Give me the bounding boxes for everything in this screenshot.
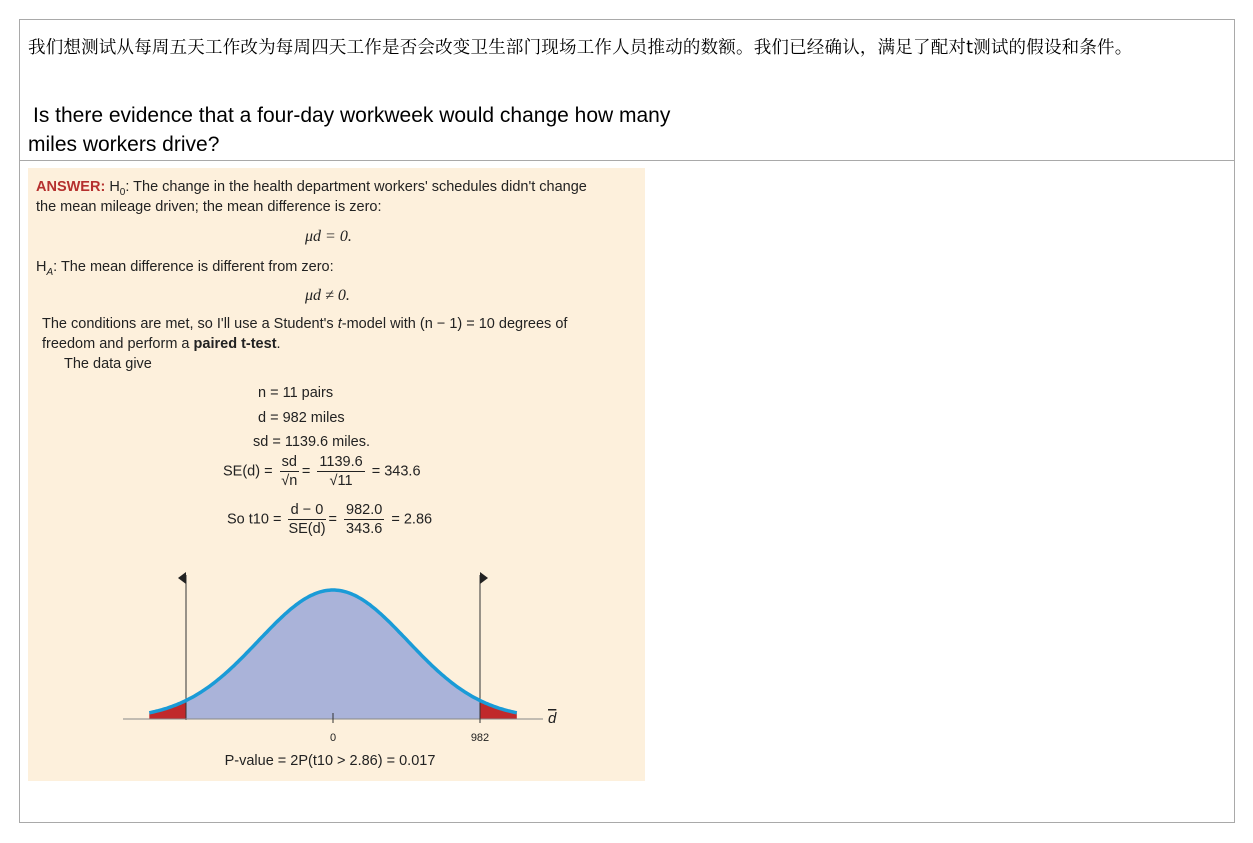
se-equation: SE(d) = $\frac{sd}{√n}$ = $\frac{1139.6}{√11}$ = 343.6 — [223, 454, 421, 489]
dbar-equation: d = 982 miles — [258, 410, 345, 426]
body-area — [186, 590, 480, 719]
question-table — [19, 19, 1235, 823]
question-english-line1: Is there evidence that a four-day workweek would change how many — [33, 104, 671, 127]
t-frac1-num: d − 0 — [288, 501, 325, 520]
cond1c: -model with (n − 1) = 10 degrees of — [341, 316, 568, 332]
t-frac2-den: 343.6 — [346, 521, 383, 537]
right-arrow-icon — [480, 572, 488, 584]
h0-equation: μd = 0. — [305, 228, 352, 245]
t-distribution-chart — [28, 560, 645, 770]
conditions-line1 — [42, 316, 567, 332]
se-result: = 343.6 — [371, 463, 421, 480]
cond1b: t — [337, 316, 342, 332]
n-equation: n = 11 pairs — [258, 385, 334, 401]
cond2b: paired t-test — [193, 336, 277, 352]
left-arrow-icon — [178, 572, 186, 584]
t-fraction-1 — [288, 501, 325, 538]
t-lhs: So t10 = — [227, 511, 282, 528]
data-give: The data give — [64, 356, 152, 372]
h0-sub: 0 — [119, 186, 126, 198]
se-lhs: SE(d) = — [223, 463, 273, 480]
question-cell — [20, 20, 1234, 161]
ha-sub: A — [46, 266, 54, 278]
h0-line2: the mean mileage driven; the mean difference is zero: — [36, 199, 382, 215]
p-value: P-value = 2P(t10 > 2.86) = 0.017 — [224, 753, 436, 769]
t-frac1-den: SE(d) — [288, 521, 326, 537]
t-equation: So t10 = $\frac{d - 0}{SE(d)}$ = $\frac{982.0}{343.6}$ = 2.86 — [227, 502, 433, 537]
sd-equation: sd = 1139.6 miles. — [253, 434, 371, 450]
t-fraction-2 — [344, 501, 384, 538]
question-english-line2: miles workers drive? — [28, 133, 220, 156]
question-chinese: 我们想测试从每周五天工作改为每周四天工作是否会改变卫生部门现场工作人员推动的数额。我们已经确认，满足了配对t测试的假设和条件。 — [28, 38, 1133, 58]
se-frac2-num: 1139.6 — [319, 454, 363, 470]
ha-text: : The mean difference is different from zero: — [53, 259, 334, 275]
cond2c: . — [276, 336, 281, 352]
t-frac2-num: 982.0 — [346, 502, 383, 518]
x-axis-symbol: d — [548, 710, 557, 727]
answer-image — [28, 168, 645, 781]
h0-line1 — [36, 179, 587, 198]
se-fraction-2 — [317, 453, 364, 490]
ha-prefix: H — [36, 259, 47, 275]
se-frac1-den: √n — [281, 473, 298, 489]
h0-text: : The change in the health department workers' schedules didn't change — [125, 179, 587, 195]
ha-equation: μd ≠ 0. — [305, 287, 350, 304]
tick-label-0: 0 — [329, 732, 337, 744]
ha-line — [36, 259, 334, 278]
se-frac1-num: sd — [281, 454, 297, 470]
se-fraction-1 — [280, 453, 299, 490]
conditions-line2 — [42, 336, 281, 352]
h0-prefix: H — [109, 179, 120, 195]
se-frac2-den: √11 — [329, 473, 353, 489]
answer-label: ANSWER: — [36, 179, 106, 195]
cond1a: The conditions are met, so I'll use a Student's — [42, 316, 338, 332]
tick-label-982: 982 — [470, 732, 490, 744]
cond2a: freedom and perform a — [42, 336, 194, 352]
t-result: = 2.86 — [391, 511, 433, 528]
